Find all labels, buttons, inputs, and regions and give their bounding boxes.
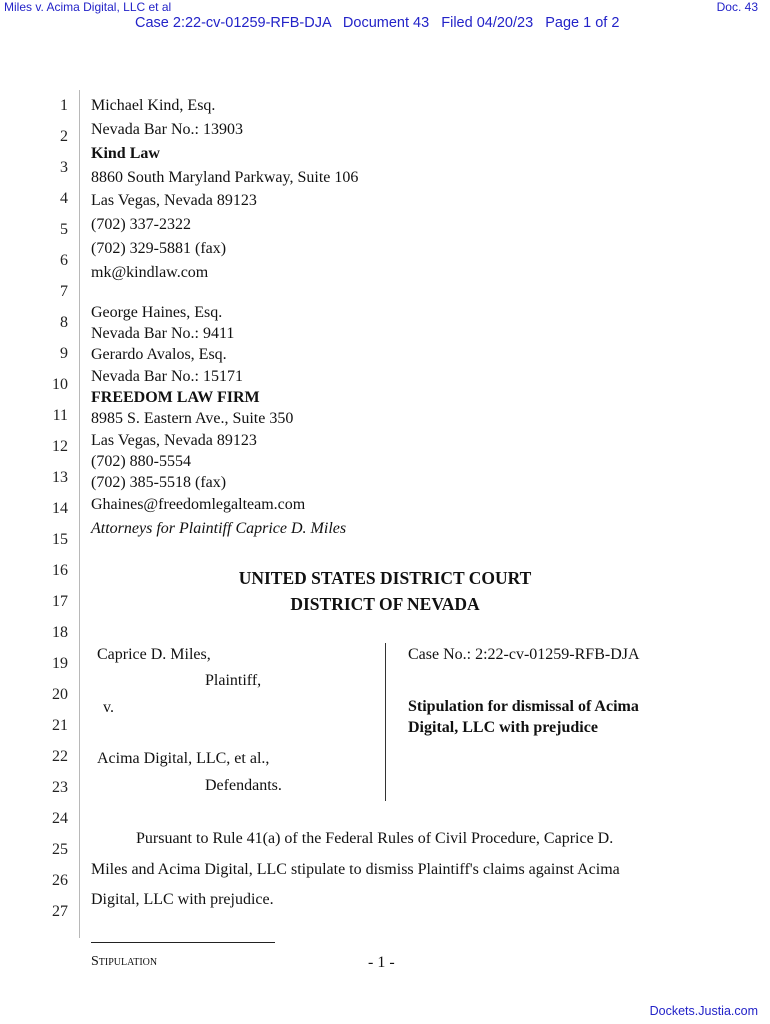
firm-name: FREEDOM LAW FIRM: [91, 389, 260, 406]
attorneys-for: Attorneys for Plaintiff Caprice D. Miles: [91, 520, 347, 537]
line-number: 7: [60, 283, 68, 300]
firm-phone: (702) 880-5554: [91, 453, 191, 470]
body-line: Miles and Acima Digital, LLC stipulate to dismiss Plaintiff's claims against Acima: [91, 861, 620, 878]
line-number: 9: [60, 345, 68, 362]
case-name-link[interactable]: Miles v. Acima Digital, LLC et al: [4, 0, 172, 14]
source-link[interactable]: Dockets.Justia.com: [649, 1004, 758, 1018]
defendant-role: Defendants.: [205, 777, 282, 794]
line-number: 23: [52, 779, 68, 796]
line-number: 21: [52, 717, 68, 734]
line-number: 25: [52, 841, 68, 858]
district-name: DISTRICT OF NEVADA: [290, 594, 480, 614]
body-line: Digital, LLC with prejudice.: [91, 891, 274, 908]
firm-name: Kind Law: [91, 145, 160, 162]
court-title: [0, 568, 770, 589]
caption-divider: [385, 643, 386, 801]
attorney-bar-number: Nevada Bar No.: 9411: [91, 325, 235, 342]
line-number: 17: [52, 593, 68, 610]
plaintiff-name: Caprice D. Miles,: [97, 646, 211, 663]
firm-address-line2: Las Vegas, Nevada 89123: [91, 192, 257, 209]
doc-number-link[interactable]: Doc. 43: [716, 0, 758, 14]
line-number: 19: [52, 655, 68, 672]
footer-rule: [91, 942, 275, 943]
document-title-line1: Stipulation for dismissal of Acima: [408, 698, 639, 715]
line-number: 5: [60, 221, 68, 238]
defendant-name: Acima Digital, LLC, et al.,: [97, 750, 270, 767]
line-number: 6: [60, 252, 68, 269]
attorney-bar-number: Nevada Bar No.: 13903: [91, 121, 243, 138]
filing-stamp: Case 2:22-cv-01259-RFB-DJA Document 43 Filed 04/20/23 Page 1 of 2: [135, 15, 620, 31]
footer-label: Stipulation: [91, 954, 158, 969]
attorney-name: Michael Kind, Esq.: [91, 97, 216, 114]
line-number: 26: [52, 872, 68, 889]
line-number: 8: [60, 314, 68, 331]
line-number: 16: [52, 562, 68, 579]
line-number: 2: [60, 128, 68, 145]
line-number: 22: [52, 748, 68, 765]
firm-fax: (702) 385-5518 (fax): [91, 474, 227, 491]
line-number: 12: [52, 438, 68, 455]
court-name: UNITED STATES DISTRICT COURT: [238, 568, 532, 588]
line-number: 27: [52, 903, 68, 920]
firm-address-line2: Las Vegas, Nevada 89123: [91, 432, 257, 449]
firm-fax: (702) 329-5881 (fax): [91, 240, 227, 257]
line-number: 3: [60, 159, 68, 176]
body-line: Pursuant to Rule 41(a) of the Federal Rules of Civil Procedure, Caprice D.: [136, 830, 614, 847]
line-number: 1: [60, 97, 68, 114]
document-title-line2: Digital, LLC with prejudice: [408, 719, 598, 736]
firm-address-line1: 8985 S. Eastern Ave., Suite 350: [91, 410, 294, 427]
attorney-bar-number: Nevada Bar No.: 15171: [91, 368, 243, 385]
firm-email: Ghaines@freedomlegalteam.com: [91, 496, 306, 513]
line-number: 14: [52, 500, 68, 517]
attorney-name: George Haines, Esq.: [91, 304, 223, 321]
plaintiff-role: Plaintiff,: [205, 672, 262, 689]
page-number: - 1 -: [368, 954, 395, 971]
firm-email: mk@kindlaw.com: [91, 264, 209, 281]
versus: v.: [103, 699, 114, 716]
line-number: 15: [52, 531, 68, 548]
line-number: 18: [52, 624, 68, 641]
case-number: Case No.: 2:22-cv-01259-RFB-DJA: [408, 646, 640, 663]
line-number: 11: [52, 407, 68, 424]
court-district: [0, 594, 770, 615]
attorney-name: Gerardo Avalos, Esq.: [91, 346, 227, 363]
line-number: 24: [52, 810, 68, 827]
margin-rule: [79, 90, 80, 938]
line-number: 10: [52, 376, 68, 393]
firm-address-line1: 8860 South Maryland Parkway, Suite 106: [91, 169, 359, 186]
line-number: 4: [60, 190, 68, 207]
line-number: 20: [52, 686, 68, 703]
firm-phone: (702) 337-2322: [91, 216, 191, 233]
line-number: 13: [52, 469, 68, 486]
